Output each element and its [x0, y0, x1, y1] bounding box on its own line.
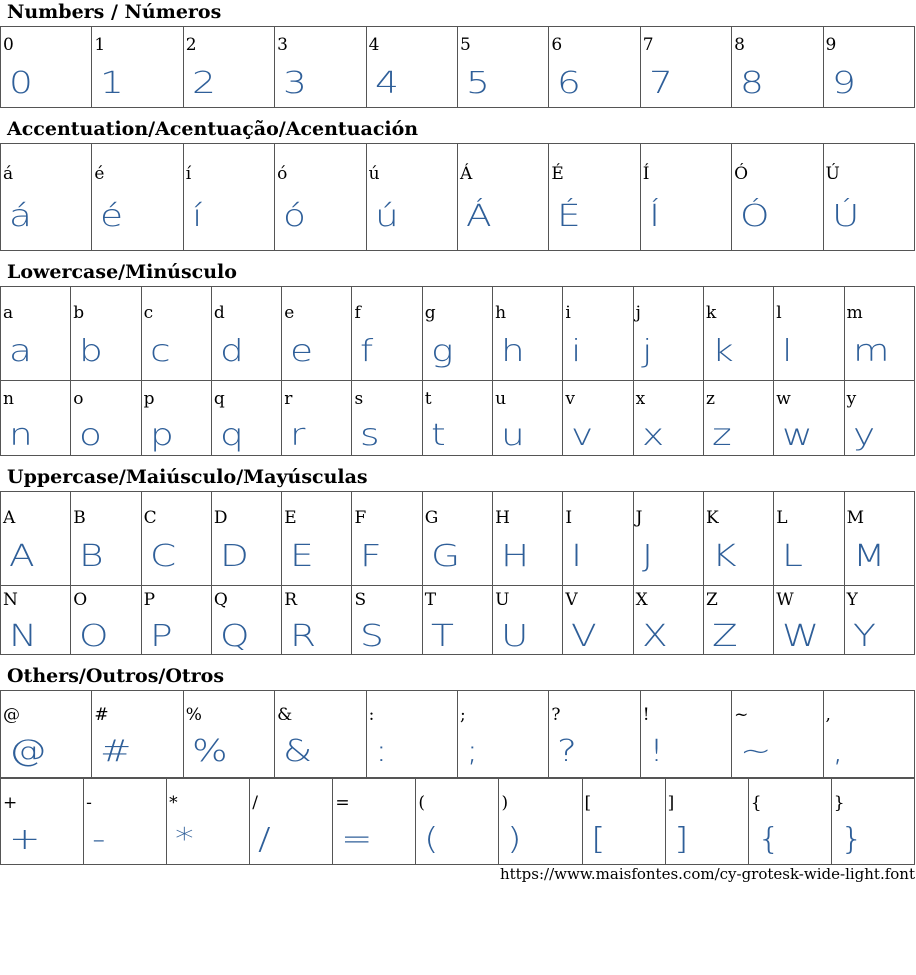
glyph-sample: 3 [283, 66, 309, 101]
glyph-label: - [86, 793, 92, 813]
glyph-sample: R [290, 619, 318, 654]
glyph-cell [282, 287, 352, 381]
glyph-sample: K [711, 539, 738, 574]
glyph-sample: Q [219, 619, 251, 654]
glyph-cell [457, 144, 548, 251]
glyph-label: ú [368, 164, 380, 184]
glyph-label: s [354, 389, 364, 409]
glyph-label: } [833, 793, 845, 813]
glyph-sample: - [92, 822, 107, 857]
section-title-lowercase: Lowercase/Minúsculo [7, 261, 237, 283]
glyph-sample: S [360, 619, 386, 654]
glyph-cell [774, 586, 844, 655]
glyph-cell [844, 381, 914, 456]
glyph-label: É [551, 164, 564, 184]
glyph-label: O [73, 590, 88, 610]
glyph-sample: 5 [465, 66, 492, 101]
glyph-label: k [705, 303, 717, 323]
glyph-sample: p [149, 418, 175, 453]
glyph-cell [633, 287, 703, 381]
glyph-cell [549, 144, 640, 251]
glyph-sample: { [756, 822, 782, 857]
glyph-sample: ( [424, 822, 441, 857]
glyph-label: ó [277, 164, 288, 184]
glyph-cell [282, 586, 352, 655]
glyph-label: l [776, 303, 782, 323]
glyph-sample: É [557, 199, 583, 234]
glyph-cell [774, 381, 844, 456]
glyph-sample: ~ [740, 734, 773, 769]
glyph-label: , [825, 705, 831, 725]
glyph-label: & [277, 705, 293, 725]
glyph-cell [633, 586, 703, 655]
glyph-cell [352, 381, 422, 456]
glyph-cell [563, 586, 633, 655]
glyph-label: @ [3, 705, 20, 725]
glyph-sample: @ [9, 734, 48, 769]
glyph-label: ~ [734, 705, 749, 725]
glyph-cell [563, 381, 633, 456]
glyph-cell [422, 381, 492, 456]
glyph-cell [703, 381, 773, 456]
glyph-sample: z [711, 418, 733, 453]
glyph-sample: , [831, 734, 845, 769]
glyph-label: ; [459, 705, 466, 725]
glyph-label: # [94, 705, 109, 725]
glyph-cell [282, 381, 352, 456]
glyph-cell [1, 287, 71, 381]
glyph-cell [352, 287, 422, 381]
glyph-label: 9 [825, 35, 837, 55]
glyph-sample: é [100, 199, 125, 234]
glyph-label: j [635, 303, 641, 323]
glyph-sample: ú [374, 199, 400, 234]
glyph-label: J [635, 508, 643, 528]
glyph-cell [282, 492, 352, 586]
glyph-sample: O [79, 619, 111, 654]
glyph-cell [211, 381, 281, 456]
glyph-cell [823, 691, 914, 778]
glyph-sample: f [360, 334, 375, 369]
glyph-cell [1, 492, 71, 586]
glyph-cell [844, 492, 914, 586]
section-title-uppercase: Uppercase/Maiúsculo/Mayúsculas [7, 466, 368, 488]
glyph-label: 5 [459, 35, 471, 55]
glyph-sample: + [9, 822, 42, 857]
glyph-sample: & [283, 734, 314, 769]
glyph-sample: G [430, 539, 462, 574]
glyph-sample: F [360, 539, 384, 574]
glyph-cell [1, 144, 92, 251]
glyph-cell [774, 492, 844, 586]
glyph-sample: x [641, 418, 666, 453]
glyph-cell [366, 27, 457, 108]
glyph-sample: 0 [9, 66, 35, 101]
glyph-label: b [73, 303, 85, 323]
glyph-cell [493, 492, 563, 586]
glyph-label: á [3, 164, 14, 184]
glyph-label: K [705, 508, 719, 528]
glyph-label: = [335, 793, 350, 813]
glyph-label: 2 [185, 35, 197, 55]
glyph-sample: 9 [831, 66, 857, 101]
glyph-label: D [213, 508, 228, 528]
glyph-cell [366, 144, 457, 251]
glyph-sample: J [641, 539, 654, 574]
section-title-accents: Accentuation/Acentuação/Acentuación [7, 118, 419, 140]
glyph-cell [422, 492, 492, 586]
glyph-label: é [94, 164, 105, 184]
glyph-label: ! [642, 705, 650, 725]
glyph-label: i [565, 303, 571, 323]
lowercase-grid-row1 [0, 286, 915, 381]
glyph-sample: 7 [648, 66, 674, 101]
glyph-cell [549, 691, 640, 778]
glyph-cell [493, 586, 563, 655]
glyph-label: H [495, 508, 510, 528]
glyph-sample: k [711, 334, 735, 369]
glyph-sample: A [9, 539, 36, 574]
glyph-sample: 4 [374, 66, 400, 101]
glyph-sample: u [501, 418, 527, 453]
glyph-sample: e [290, 334, 315, 369]
glyph-cell [250, 779, 333, 865]
glyph-cell [703, 492, 773, 586]
glyph-sample: L [782, 539, 805, 574]
glyph-cell [275, 691, 366, 778]
glyph-sample: w [782, 418, 815, 453]
glyph-sample: X [641, 619, 669, 654]
glyph-label: N [3, 590, 18, 610]
glyph-label: Í [642, 164, 650, 184]
glyph-sample: ; [465, 734, 480, 769]
glyph-label: A [3, 508, 16, 528]
glyph-cell [183, 27, 274, 108]
glyph-cell [211, 586, 281, 655]
glyph-cell [141, 381, 211, 456]
glyph-label: M [846, 508, 864, 528]
others-grid-row1 [0, 690, 915, 778]
glyph-cell [703, 287, 773, 381]
glyph-cell [1, 27, 92, 108]
glyph-label: Ú [825, 164, 840, 184]
glyph-cell [774, 287, 844, 381]
glyph-cell [366, 691, 457, 778]
glyph-label: 6 [551, 35, 563, 55]
glyph-label: m [846, 303, 863, 323]
glyph-cell [167, 779, 250, 865]
glyph-sample: Z [711, 619, 739, 654]
glyph-label: y [846, 389, 857, 409]
glyph-cell [582, 779, 665, 865]
glyph-label: + [3, 793, 18, 813]
glyph-sample: Y [852, 619, 877, 654]
glyph-cell [640, 27, 731, 108]
glyph-sample: I [571, 539, 584, 574]
glyph-sample: ! [648, 734, 666, 769]
glyph-sample: i [571, 334, 584, 369]
accents-grid [0, 143, 915, 251]
glyph-sample: Í [648, 199, 662, 234]
glyph-label: ] [667, 793, 675, 813]
glyph-label: Z [705, 590, 718, 610]
glyph-label: ? [551, 705, 561, 725]
glyph-label: B [73, 508, 86, 528]
glyph-sample: í [191, 199, 204, 234]
glyph-sample: W [782, 619, 821, 654]
glyph-sample: B [79, 539, 106, 574]
glyph-cell [665, 779, 748, 865]
section-title-numbers: Numbers / Números [7, 1, 222, 23]
glyph-label: 4 [368, 35, 380, 55]
glyph-label: C [143, 508, 157, 528]
glyph-label: v [565, 389, 575, 409]
glyph-sample: Ú [831, 199, 861, 234]
uppercase-grid-row1 [0, 491, 915, 586]
glyph-label: r [284, 389, 293, 409]
glyph-label: ( [418, 793, 426, 813]
glyph-sample: ) [507, 822, 524, 857]
glyph-sample: # [100, 734, 134, 769]
glyph-label: 8 [734, 35, 745, 55]
glyph-sample: H [501, 539, 531, 574]
glyph-sample: r [290, 418, 307, 453]
others-grid-row2 [0, 778, 915, 865]
glyph-cell [844, 287, 914, 381]
glyph-sample: Ó [740, 199, 771, 234]
glyph-sample: N [9, 619, 39, 654]
glyph-cell [92, 27, 183, 108]
glyph-cell [422, 586, 492, 655]
glyph-sample: = [341, 822, 374, 857]
glyph-label: E [284, 508, 297, 528]
glyph-cell [493, 287, 563, 381]
glyph-sample: j [641, 334, 654, 369]
glyph-cell [141, 492, 211, 586]
glyph-cell [71, 492, 141, 586]
glyph-cell [1, 381, 71, 456]
glyph-cell [748, 779, 831, 865]
glyph-label: R [284, 590, 297, 610]
glyph-label: e [284, 303, 295, 323]
glyph-sample: C [149, 539, 178, 574]
glyph-cell [457, 691, 548, 778]
glyph-sample: q [219, 418, 245, 453]
glyph-cell [92, 691, 183, 778]
glyph-label: d [213, 303, 225, 323]
glyph-label: ) [501, 793, 509, 813]
glyph-cell [352, 586, 422, 655]
glyph-label: t [424, 389, 432, 409]
glyph-sample: : [374, 734, 389, 769]
glyph-label: n [3, 389, 14, 409]
glyph-label: V [565, 590, 578, 610]
glyph-label: / [252, 793, 258, 813]
glyph-cell [633, 492, 703, 586]
glyph-label: 0 [3, 35, 14, 55]
glyph-label: : [368, 705, 375, 725]
glyph-cell [549, 27, 640, 108]
glyph-sample: 2 [191, 66, 217, 101]
glyph-label: h [495, 303, 507, 323]
glyph-cell [422, 287, 492, 381]
glyph-sample: ] [673, 822, 690, 857]
glyph-sample: P [149, 619, 174, 654]
glyph-sample: [ [590, 822, 607, 857]
glyph-label: í [185, 164, 192, 184]
glyph-sample: h [501, 334, 527, 369]
glyph-label: * [169, 793, 178, 813]
glyph-sample: c [149, 334, 172, 369]
glyph-sample: a [9, 334, 34, 369]
glyph-cell [633, 381, 703, 456]
glyph-label: z [705, 389, 715, 409]
glyph-cell [640, 691, 731, 778]
glyph-cell [71, 287, 141, 381]
glyph-cell [831, 779, 914, 865]
glyph-cell [493, 381, 563, 456]
glyph-cell [211, 492, 281, 586]
glyph-cell [1, 691, 92, 778]
glyph-cell [732, 144, 823, 251]
glyph-label: S [354, 590, 367, 610]
glyph-cell [141, 586, 211, 655]
glyph-sample: o [79, 418, 104, 453]
glyph-label: U [495, 590, 510, 610]
glyph-cell [352, 492, 422, 586]
glyph-label: W [776, 590, 794, 610]
glyph-cell [71, 381, 141, 456]
glyph-sample: y [852, 418, 877, 453]
glyph-sample: t [430, 418, 447, 453]
glyph-cell [92, 144, 183, 251]
glyph-cell [416, 779, 499, 865]
glyph-label: T [424, 590, 437, 610]
glyph-cell [457, 27, 548, 108]
glyph-label: x [635, 389, 646, 409]
glyph-cell [499, 779, 582, 865]
glyph-label: q [213, 389, 225, 409]
section-title-others: Others/Outros/Otros [7, 665, 225, 687]
glyph-label: Q [213, 590, 228, 610]
glyph-cell [183, 144, 274, 251]
glyph-label: Ó [734, 164, 749, 184]
glyph-sample: / [258, 822, 273, 857]
glyph-sample: s [360, 418, 382, 453]
glyph-label: % [185, 705, 202, 725]
glyph-cell [84, 779, 167, 865]
glyph-label: G [424, 508, 439, 528]
glyph-sample: M [852, 539, 887, 574]
glyph-cell [823, 27, 914, 108]
glyph-label: { [750, 793, 762, 813]
lowercase-grid-row2 [0, 380, 915, 456]
glyph-sample: l [782, 334, 794, 369]
glyph-sample: T [430, 619, 455, 654]
uppercase-grid-row2 [0, 585, 915, 655]
glyph-label: c [143, 303, 154, 323]
glyph-cell [703, 586, 773, 655]
glyph-cell [640, 144, 731, 251]
glyph-sample: b [79, 334, 105, 369]
glyph-cell [333, 779, 416, 865]
glyph-sample: Á [465, 199, 493, 234]
glyph-cell [275, 27, 366, 108]
glyph-cell [1, 779, 84, 865]
glyph-cell [183, 691, 274, 778]
glyph-cell [141, 287, 211, 381]
glyph-sample: ? [557, 734, 579, 769]
glyph-sample: % [191, 734, 229, 769]
source-url: https://www.maisfontes.com/cy-grotesk-wide-light.font [499, 865, 915, 883]
glyph-cell [211, 287, 281, 381]
glyph-label: I [565, 508, 573, 528]
glyph-label: F [354, 508, 367, 528]
glyph-label: Y [846, 590, 858, 610]
glyph-cell [563, 492, 633, 586]
numbers-grid [0, 26, 915, 108]
glyph-sample: } [839, 822, 865, 857]
glyph-sample: n [9, 418, 35, 453]
glyph-sample: 1 [100, 66, 126, 101]
glyph-sample: 8 [740, 66, 766, 101]
glyph-cell [823, 144, 914, 251]
glyph-label: X [635, 590, 648, 610]
glyph-sample: á [9, 199, 34, 234]
glyph-cell [732, 691, 823, 778]
glyph-label: f [354, 303, 361, 323]
glyph-label: u [495, 389, 507, 409]
glyph-label: Á [459, 164, 473, 184]
glyph-cell [844, 586, 914, 655]
glyph-sample: V [571, 619, 599, 654]
glyph-label: 3 [277, 35, 288, 55]
glyph-label: [ [584, 793, 592, 813]
glyph-sample: g [430, 334, 455, 369]
glyph-cell [1, 586, 71, 655]
glyph-sample: * [175, 822, 196, 857]
glyph-sample: ó [283, 199, 308, 234]
glyph-label: w [776, 389, 791, 409]
glyph-label: 7 [642, 35, 654, 55]
glyph-sample: U [501, 619, 530, 654]
glyph-cell [275, 144, 366, 251]
glyph-label: 1 [94, 35, 106, 55]
glyph-sample: v [571, 418, 595, 453]
glyph-label: g [424, 303, 436, 323]
glyph-sample: d [219, 334, 245, 369]
glyph-label: p [143, 389, 155, 409]
glyph-sample: D [219, 539, 251, 574]
glyph-cell [71, 586, 141, 655]
glyph-sample: E [290, 539, 316, 574]
glyph-label: a [3, 303, 14, 323]
glyph-sample: 6 [557, 66, 583, 101]
glyph-sample: m [852, 334, 891, 369]
glyph-cell [563, 287, 633, 381]
glyph-label: o [73, 389, 84, 409]
glyph-cell [732, 27, 823, 108]
glyph-label: P [143, 590, 156, 610]
glyph-label: L [776, 508, 788, 528]
